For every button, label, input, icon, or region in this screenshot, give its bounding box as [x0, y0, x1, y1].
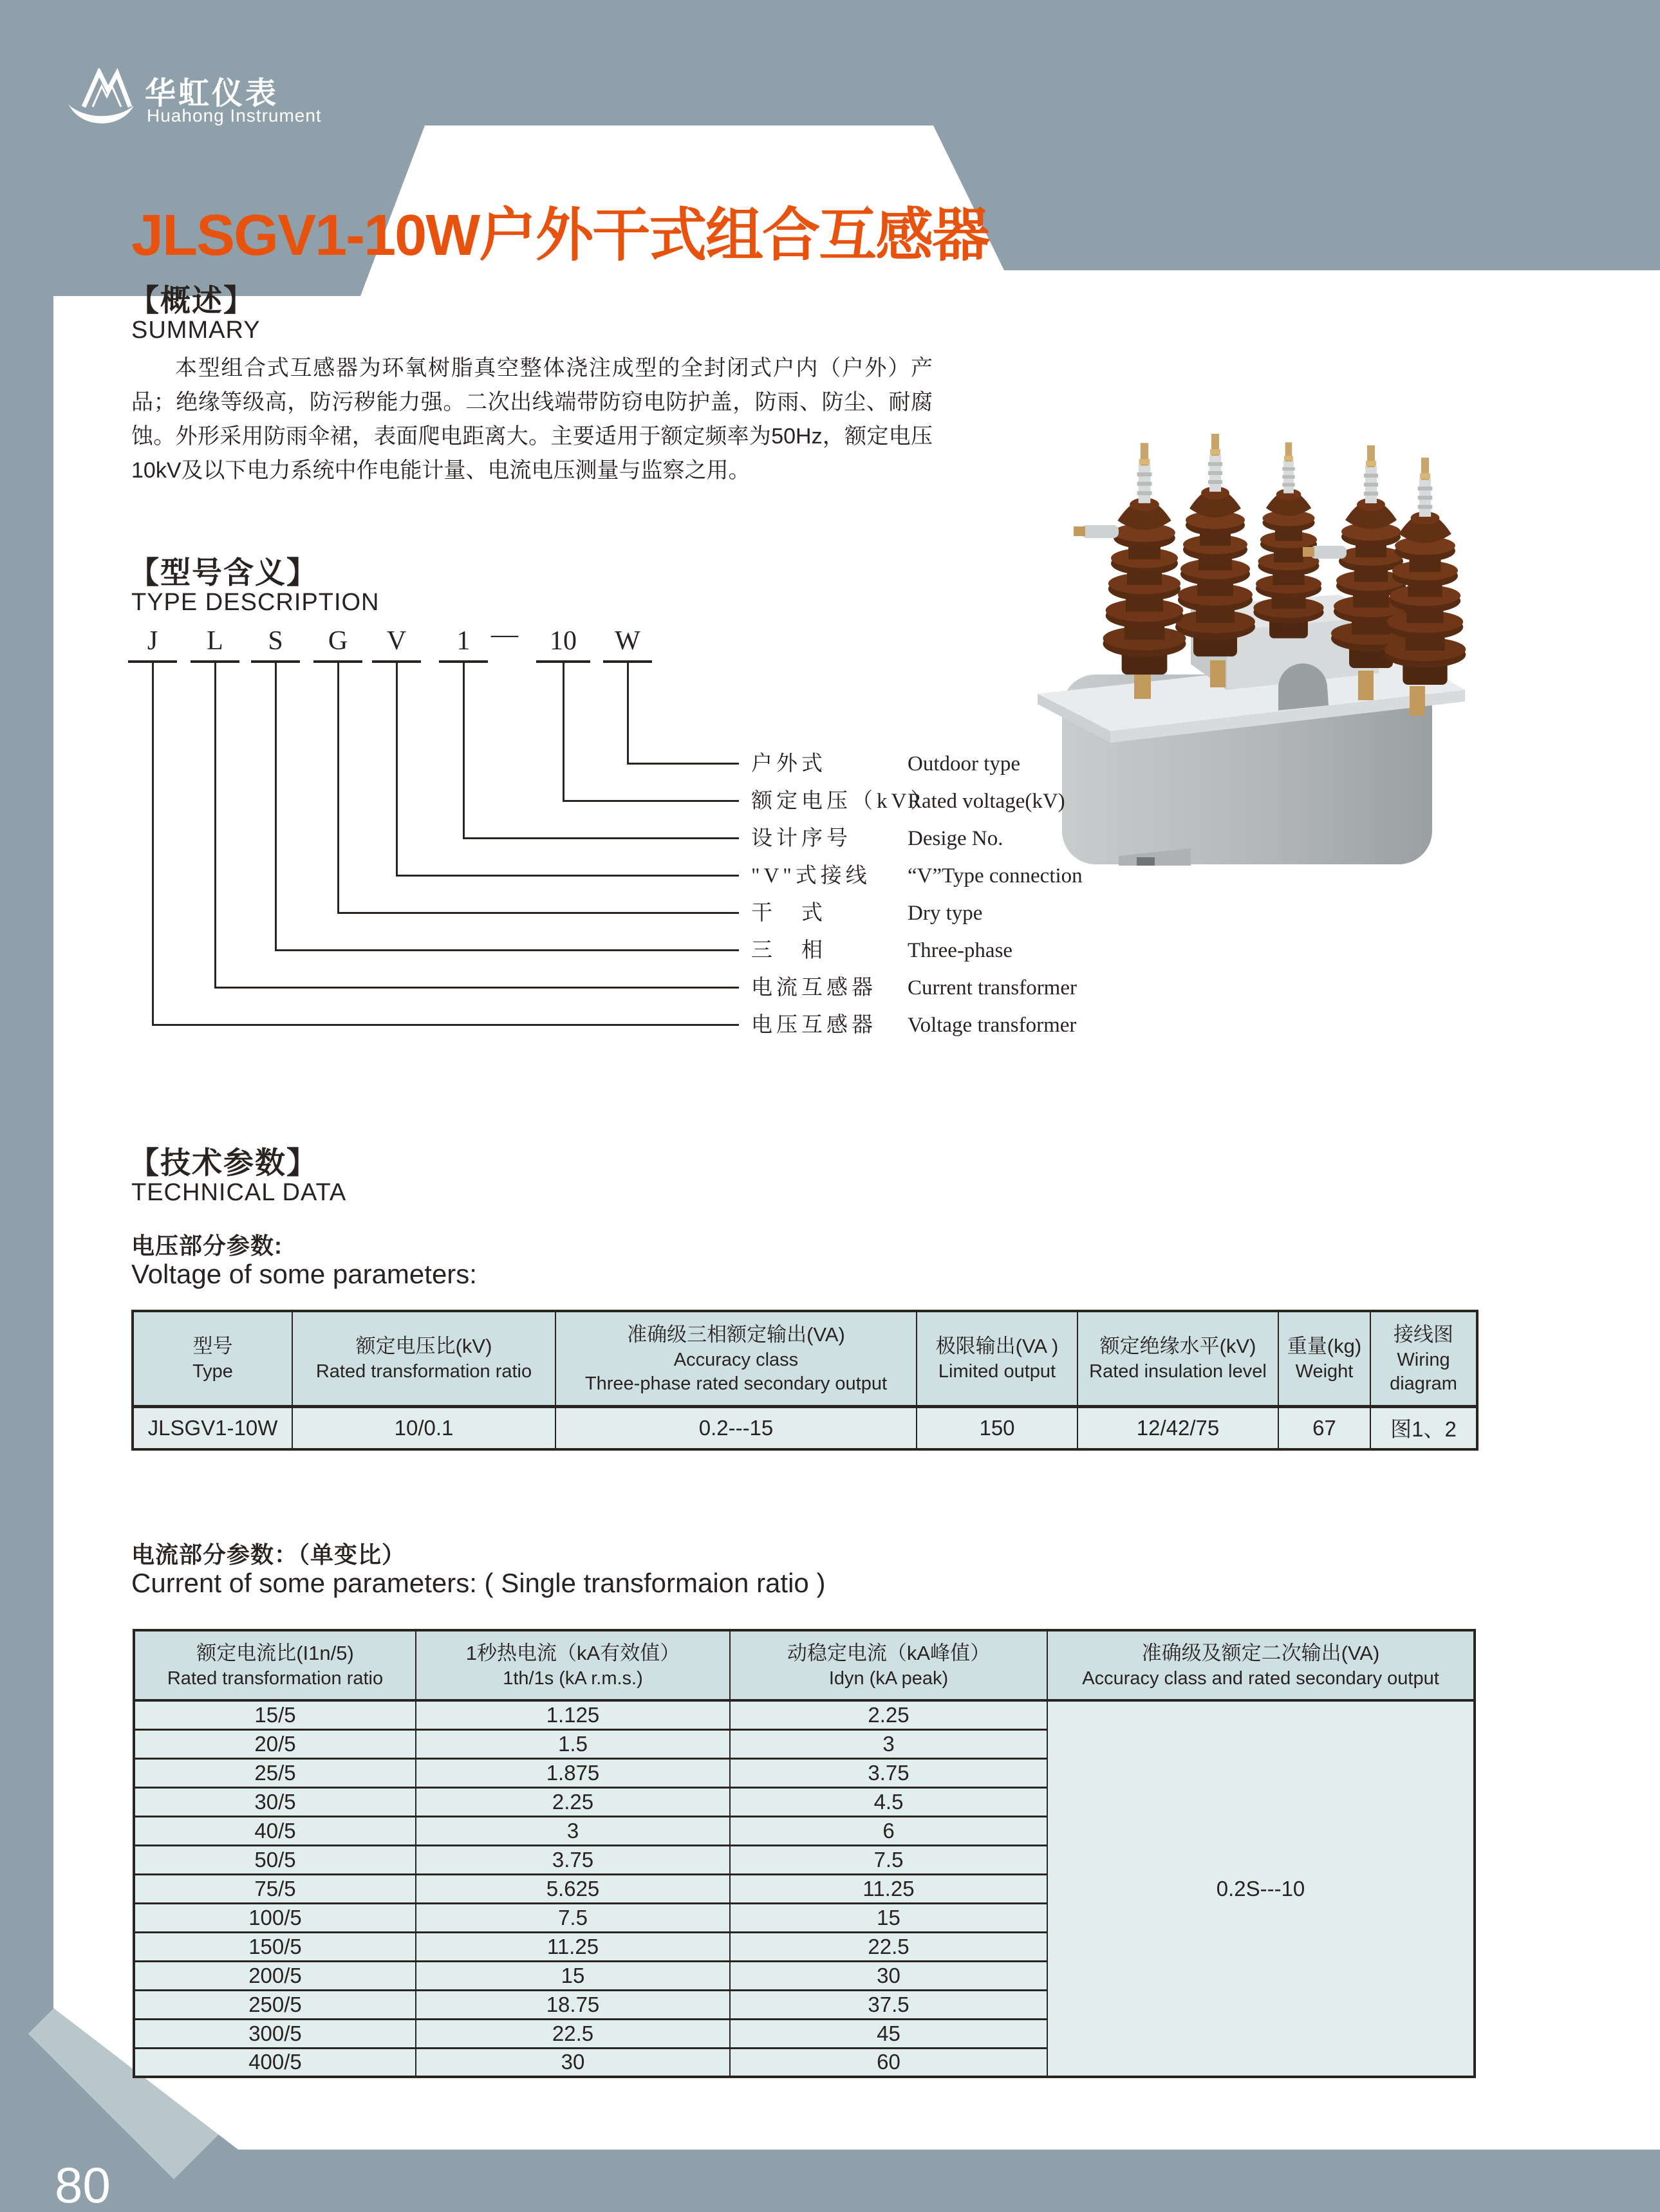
- code-label-cn: 设计序号: [751, 827, 852, 850]
- code-label-en: Current transformer: [908, 976, 1077, 999]
- cell-type: JLSGV1-10W: [133, 1406, 292, 1449]
- brand-logo: [64, 68, 463, 139]
- cell-ratio: 20/5: [134, 1729, 416, 1758]
- summary-heading-cn: 【概述】: [129, 283, 255, 317]
- code-label-en: “V”Type connection: [908, 864, 1083, 888]
- cell-limited: 150: [917, 1406, 1077, 1449]
- leader-line: [152, 1024, 739, 1026]
- code-char-dash: —: [491, 620, 518, 649]
- summary-heading-en: SUMMARY: [131, 317, 261, 344]
- code-char-J: J: [147, 626, 158, 656]
- current-table-header-row: [134, 1630, 1475, 1700]
- cell-dynamic: 11.25: [730, 1874, 1047, 1903]
- summary-paragraph: 本型组合式互感器为环氧树脂真空整体浇注成型的全封闭式户内（户外）产品；绝缘等级高，防污秽能力强。二次出线端带防窃电防护盖，防雨、防尘、耐腐蚀。外形采用防雨伞裙，表面爬电距离大。主要适用于额定频率为50Hz，额定电压10kV及以下电力系统中作电能计量、电流电压测量与监察之用。: [131, 356, 933, 483]
- cell-thermal: 1.5: [416, 1729, 730, 1758]
- col-wiring: 接线图 Wiring diagram: [1370, 1311, 1477, 1406]
- leader-line: [396, 875, 739, 877]
- cell-ratio: 400/5: [134, 2048, 416, 2077]
- cell-thermal: 1.875: [416, 1758, 730, 1787]
- code-label-cn: 户外式: [751, 752, 826, 776]
- code-char-L: L: [207, 626, 223, 656]
- cell-dynamic: 7.5: [730, 1845, 1047, 1874]
- cell-ratio: 40/5: [134, 1816, 416, 1845]
- current-caption-en: Current of some parameters: ( Single transformaion ratio ): [131, 1568, 826, 1598]
- typedesc-heading-en: TYPE DESCRIPTION: [131, 589, 380, 616]
- cell-thermal: 5.625: [416, 1874, 730, 1903]
- transformer-illustration-icon: [998, 277, 1487, 866]
- brand-name-en: Huahong Instrument: [147, 106, 322, 125]
- code-label-en: Three-phase: [908, 939, 1013, 962]
- cell-ratio: 50/5: [134, 1845, 416, 1874]
- current-table: [133, 1629, 1473, 2078]
- cell-thermal: 3: [416, 1816, 730, 1845]
- brand-logo-icon: [64, 68, 142, 139]
- code-label-en: Outdoor type: [908, 752, 1021, 776]
- cell-dynamic: 3.75: [730, 1758, 1047, 1787]
- current-caption-cn: 电流部分参数：（单变比）: [131, 1541, 406, 1568]
- leader-line: [152, 663, 154, 1025]
- cell-thermal: 3.75: [416, 1845, 730, 1874]
- code-char-1: 1: [456, 626, 471, 656]
- leader-line: [396, 663, 398, 876]
- leader-line: [337, 663, 339, 913]
- cell-dynamic: 4.5: [730, 1787, 1047, 1816]
- voltage-table: [131, 1310, 1476, 1451]
- code-label-en: Dry type: [908, 902, 983, 925]
- leader-line: [214, 663, 216, 988]
- cell-ratio: 300/5: [134, 2019, 416, 2048]
- product-photo: [998, 277, 1487, 866]
- col-current-ratio: 额定电流比(I1n/5) Rated transformation ratio: [134, 1630, 416, 1700]
- cell-ratio: 100/5: [134, 1903, 416, 1932]
- cell-accuracy-merged: 0.2S---10: [1047, 1700, 1475, 2077]
- voltage-table-header-row: [133, 1311, 1477, 1406]
- cell-dynamic: 2.25: [730, 1700, 1047, 1729]
- leader-line: [275, 949, 739, 951]
- code-char-10: 10: [550, 626, 577, 656]
- col-type: 型号 Type: [133, 1311, 292, 1406]
- code-label-cn: 干 式: [751, 902, 826, 925]
- cell-accuracy: 0.2---15: [555, 1406, 917, 1449]
- leader-line: [563, 663, 564, 801]
- leader-line: [627, 763, 739, 765]
- cell-ratio: 250/5: [134, 1990, 416, 2019]
- technical-heading-en: TECHNICAL DATA: [131, 1179, 347, 1206]
- col-dynamic-current: 动稳定电流（kA峰值） Idyn (kA peak): [730, 1630, 1047, 1700]
- page-number: 80: [55, 2157, 111, 2212]
- code-char-S: S: [268, 626, 283, 656]
- cell-dynamic: 6: [730, 1816, 1047, 1845]
- col-insulation: 额定绝缘水平(kV) Rated insulation level: [1077, 1311, 1278, 1406]
- cell-dynamic: 30: [730, 1961, 1047, 1990]
- col-limited-output: 极限输出(VA ) Limited output: [917, 1311, 1077, 1406]
- cell-thermal: 22.5: [416, 2019, 730, 2048]
- leader-line: [275, 663, 277, 951]
- brand-name-cn: 华虹仪表: [145, 77, 279, 111]
- voltage-caption-en: Voltage of some parameters:: [131, 1259, 477, 1289]
- cell-thermal: 7.5: [416, 1903, 730, 1932]
- page-title: JLSGV1-10W户外干式组合互感器: [131, 203, 989, 268]
- code-label-cn: "V"式接线: [751, 864, 871, 888]
- technical-heading-cn: 【技术参数】: [129, 1146, 318, 1180]
- cell-thermal: 18.75: [416, 1990, 730, 2019]
- code-label-en: Voltage transformer: [908, 1014, 1077, 1037]
- cell-dynamic: 3: [730, 1729, 1047, 1758]
- col-rated-ratio: 额定电压比(kV) Rated transformation ratio: [292, 1311, 555, 1406]
- code-char-W: W: [615, 626, 640, 656]
- col-accuracy-output: 准确级及额定二次输出(VA) Accuracy class and rated secondary output: [1047, 1630, 1475, 1700]
- cell-dynamic: 15: [730, 1903, 1047, 1932]
- voltage-table-data-row: [133, 1406, 1477, 1449]
- voltage-caption-cn: 电压部分参数:: [131, 1232, 283, 1259]
- cell-ratio: 150/5: [134, 1932, 416, 1961]
- col-accuracy: 准确级三相额定输出(VA) Accuracy class Three-phase rated secondary output: [555, 1311, 917, 1406]
- cell-ratio: 25/5: [134, 1758, 416, 1787]
- leader-line: [337, 912, 739, 914]
- code-label-cn: 三 相: [751, 939, 826, 962]
- cell-ratio: 30/5: [134, 1787, 416, 1816]
- cell-wiring: 图1、2: [1370, 1406, 1477, 1449]
- cell-dynamic: 22.5: [730, 1932, 1047, 1961]
- cell-dynamic: 60: [730, 2048, 1047, 2077]
- code-label-en: Rated voltage(kV): [908, 790, 1065, 813]
- code-label-en: Desige No.: [908, 827, 1003, 850]
- code-char-V: V: [386, 626, 407, 656]
- cell-dynamic: 37.5: [730, 1990, 1047, 2019]
- cell-thermal: 1.125: [416, 1700, 730, 1729]
- cell-weight: 67: [1278, 1406, 1370, 1449]
- cell-dynamic: 45: [730, 2019, 1047, 2048]
- leader-line: [214, 987, 739, 989]
- cell-thermal: 30: [416, 2048, 730, 2077]
- leader-line: [463, 663, 465, 839]
- cell-ratio: 75/5: [134, 1874, 416, 1903]
- code-label-cn: 额定电压（kV）: [751, 790, 936, 813]
- leader-line: [563, 800, 739, 802]
- cell-thermal: 15: [416, 1961, 730, 1990]
- cell-insulation: 12/42/75: [1077, 1406, 1278, 1449]
- cell-ratio: 200/5: [134, 1961, 416, 1990]
- code-label-cn: 电压互感器: [751, 1014, 877, 1037]
- col-thermal-current: 1秒热电流（kA有效值） 1th/1s (kA r.m.s.): [416, 1630, 730, 1700]
- cell-ratio: 15/5: [134, 1700, 416, 1729]
- code-label-cn: 电流互感器: [751, 976, 877, 999]
- leader-line: [627, 663, 629, 764]
- code-char-G: G: [328, 626, 348, 656]
- col-weight: 重量(kg) Weight: [1278, 1311, 1370, 1406]
- cell-thermal: 2.25: [416, 1787, 730, 1816]
- leader-line: [463, 837, 739, 839]
- cell-ratio: 10/0.1: [292, 1406, 555, 1449]
- table-row: [134, 1700, 1475, 1729]
- typedesc-heading-cn: 【型号含义】: [129, 555, 318, 590]
- cell-thermal: 11.25: [416, 1932, 730, 1961]
